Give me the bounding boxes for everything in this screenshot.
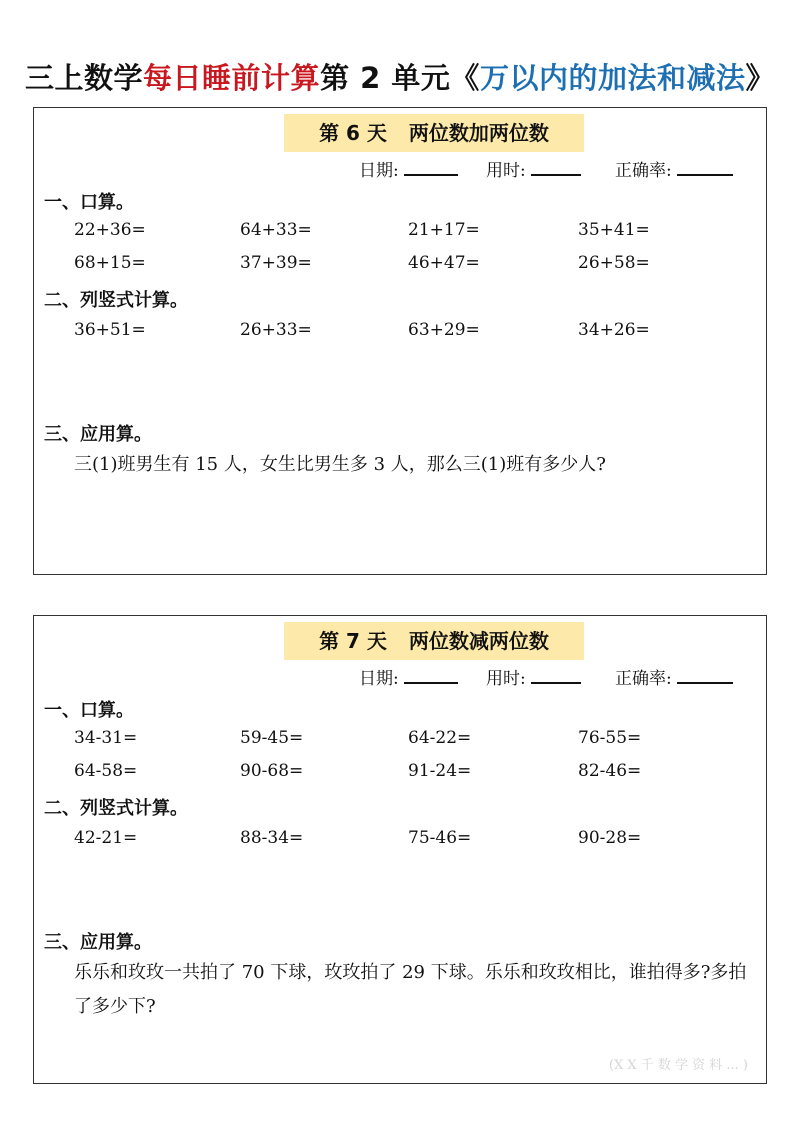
oral-row (34, 761, 768, 787)
date-label: 日期: (359, 669, 399, 689)
page-title (0, 56, 800, 97)
time-blank[interactable] (531, 666, 581, 684)
word-problem: 乐乐和玫玫一共拍了 70 下球，玫玫拍了 29 下球。乐乐和玫玫相比，谁拍得多?多拍了多少下? (74, 962, 747, 1017)
problem: 36+51= (74, 320, 146, 340)
problem: 63+29= (408, 320, 480, 340)
section-application-title: 三、应用算。 (44, 424, 152, 445)
day-title (284, 622, 584, 660)
day-label: 第 6 天 (319, 121, 387, 145)
problem: 21+17= (408, 220, 480, 240)
oral-row (34, 728, 768, 754)
title-unit-name: 万以内的加法和减法 (479, 61, 746, 95)
problem: 34-31= (74, 728, 138, 748)
problem: 59-45= (240, 728, 304, 748)
problem: 75-46= (408, 828, 472, 848)
problem: 22+36= (74, 220, 146, 240)
worksheet-card-day-7 (33, 615, 767, 1084)
problem: 42-21= (74, 828, 138, 848)
date-label: 日期: (359, 161, 399, 181)
section-vertical-title: 二、列竖式计算。 (44, 798, 188, 819)
title-series: 每日睡前计算 (143, 61, 321, 95)
section-oral-title: 一、口算。 (44, 700, 134, 721)
problem: 91-24= (408, 761, 472, 781)
oral-row (34, 220, 768, 246)
section-vertical-title: 二、列竖式计算。 (44, 290, 188, 311)
time-field (486, 664, 581, 689)
oral-row (34, 253, 768, 279)
accuracy-blank[interactable] (677, 158, 733, 176)
accuracy-field (615, 156, 733, 181)
problem: 26+58= (578, 253, 650, 273)
problem: 90-68= (240, 761, 304, 781)
section-application-title: 三、应用算。 (44, 932, 152, 953)
title-close-bracket: 》 (745, 61, 775, 95)
day-title (284, 114, 584, 152)
accuracy-field (615, 664, 733, 689)
time-label: 用时: (486, 669, 526, 689)
problem: 46+47= (408, 253, 480, 273)
problem: 88-34= (240, 828, 304, 848)
problem: 37+39= (240, 253, 312, 273)
time-blank[interactable] (531, 158, 581, 176)
worksheet-card-day-6 (33, 107, 767, 575)
word-problem: 三(1)班男生有 15 人，女生比男生多 3 人，那么三(1)班有多少人? (74, 454, 606, 475)
problem: 34+26= (578, 320, 650, 340)
vertical-row (34, 828, 768, 854)
time-label: 用时: (486, 161, 526, 181)
accuracy-label: 正确率: (615, 161, 672, 181)
problem: 64-58= (74, 761, 138, 781)
title-unit: 第 2 单元《 (320, 61, 480, 95)
day-topic: 两位数减两位数 (408, 629, 549, 653)
accuracy-blank[interactable] (677, 666, 733, 684)
problem: 68+15= (74, 253, 146, 273)
problem: 90-28= (578, 828, 642, 848)
time-field (486, 156, 581, 181)
vertical-row (34, 320, 768, 346)
watermark: (X X 千 数 学 资 料 ... ) (608, 1058, 748, 1073)
problem: 64+33= (240, 220, 312, 240)
problem: 64-22= (408, 728, 472, 748)
date-field (359, 664, 458, 689)
problem: 76-55= (578, 728, 642, 748)
date-blank[interactable] (404, 666, 458, 684)
date-blank[interactable] (404, 158, 458, 176)
section-oral-title: 一、口算。 (44, 192, 134, 213)
day-label: 第 7 天 (319, 629, 387, 653)
problem: 26+33= (240, 320, 312, 340)
day-topic: 两位数加两位数 (408, 121, 549, 145)
date-field (359, 156, 458, 181)
problem: 35+41= (578, 220, 650, 240)
accuracy-label: 正确率: (615, 669, 672, 689)
problem: 82-46= (578, 761, 642, 781)
title-grade: 三上数学 (25, 61, 144, 95)
